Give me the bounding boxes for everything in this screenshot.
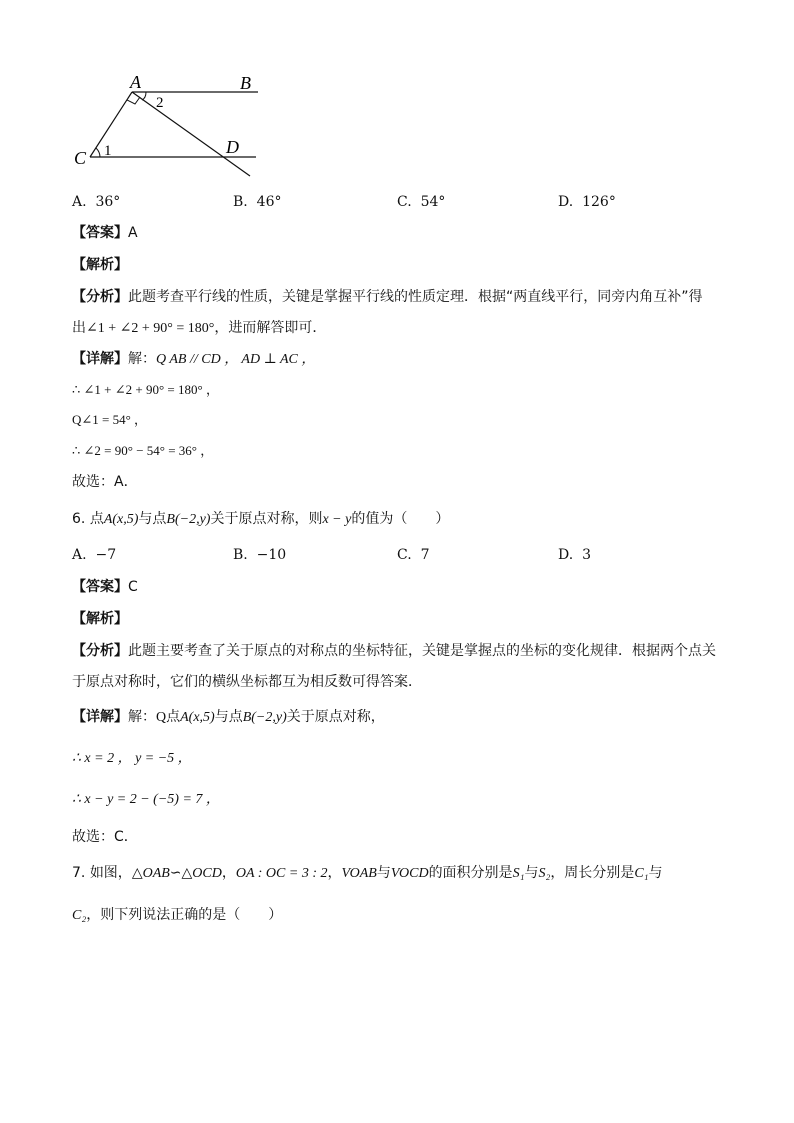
stem-math: C₁: [634, 866, 649, 881]
right-angle-mark: [127, 97, 140, 104]
xiangjie-label: 【详解】: [72, 351, 128, 367]
fenxi-text: 此题考查平行线的性质，关键是掌握平行线的性质定理．根据“两直线平行，同旁内角互补”得: [128, 289, 703, 305]
stem-text: 如图，: [89, 865, 132, 881]
q7-stem-line1: [72, 863, 663, 884]
q6-option-d: [558, 545, 591, 565]
q5-step2: Q∠1 = 54° ，: [72, 412, 148, 427]
xiangjie-math: Q: [156, 710, 167, 725]
stem-math: x − y: [322, 512, 352, 527]
xiangjie-text: 点: [166, 709, 181, 725]
q5-xiangjie-line1: [72, 349, 315, 370]
q5-step1: ∴ ∠1 + ∠2 + 90° = 180° ，: [72, 382, 219, 397]
stem-math: S₂: [538, 866, 551, 881]
stem-text: 与点: [138, 511, 167, 527]
stem-math: A(x,5): [103, 512, 139, 527]
q6-fenxi-line2: 于原点对称时，它们的横纵坐标都互为相反数可得答案．: [72, 674, 422, 690]
label-b: B: [240, 73, 251, 93]
q5-answer: [72, 223, 138, 243]
q6-option-b: [233, 545, 286, 565]
q6-option-c: [397, 545, 430, 565]
xiangjie-text: 关于原点对称，: [286, 709, 385, 725]
stem-text: 与: [524, 865, 539, 881]
q6-answer: [72, 577, 138, 597]
label-d: D: [226, 137, 239, 157]
option-letter: A.: [72, 547, 87, 563]
q5-choose: 故选：A．: [72, 474, 138, 490]
angle1-arc: [96, 148, 100, 157]
option-text: 7: [420, 547, 430, 563]
q5-fenxi-line1: [72, 287, 703, 307]
label-angle1: 1: [104, 143, 112, 159]
q5-option-a: [72, 192, 120, 212]
stem-math: C₂: [72, 908, 87, 923]
option-letter: D.: [558, 547, 574, 563]
q5-option-b: [233, 192, 281, 212]
q5-jiexi-label: 【解析】: [72, 257, 128, 273]
q7-stem-line2: [72, 905, 282, 926]
stem-text: 关于原点对称，则: [210, 511, 323, 527]
option-letter: D.: [558, 194, 574, 210]
label-a: A: [130, 72, 141, 92]
answer-label: 【答案】: [72, 225, 128, 241]
q5-option-d: [558, 192, 616, 212]
answer-label: 【答案】: [72, 579, 128, 595]
q6-step1: ∴ x = 2 ， y = −5 ，: [72, 751, 192, 766]
answer-value: A: [128, 225, 138, 241]
option-letter: A.: [72, 194, 87, 210]
q6-fenxi-line1: [72, 641, 716, 661]
option-text: 36°: [95, 194, 121, 210]
option-letter: B.: [233, 547, 248, 563]
q6-step2: ∴ x − y = 2 − (−5) = 7 ，: [72, 792, 220, 807]
xiangjie-text: 与点: [214, 709, 243, 725]
stem-text: 与: [376, 865, 391, 881]
xiangjie-math: Q AB // CD ， AD ⊥ AC ，: [156, 352, 316, 367]
q6-option-a: [72, 545, 116, 565]
stem-text: 的值为（ ）: [351, 511, 450, 527]
q6-jiexi-label: 【解析】: [72, 611, 128, 627]
q5-fenxi-line2: [72, 318, 326, 339]
xiangjie-math: A(x,5): [180, 710, 215, 725]
q5-option-c: [397, 192, 445, 212]
stem-text: ，: [221, 865, 236, 881]
label-c: C: [74, 148, 87, 168]
option-letter: B.: [233, 194, 248, 210]
q6-choose: 故选：C．: [72, 829, 138, 845]
fenxi-math: ∠1 + ∠2 + 90° = 180°: [86, 321, 215, 336]
line-ad: [132, 92, 250, 176]
fenxi-label: 【分析】: [72, 289, 128, 305]
option-text: −10: [256, 547, 287, 563]
q5-step3: ∴ ∠2 = 90° − 54° = 36° ，: [72, 443, 214, 458]
stem-math: VOCD: [390, 866, 429, 881]
stem-text: ，则下列说法正确的是（ ）: [86, 907, 283, 923]
option-text: 3: [582, 547, 592, 563]
geometry-figure: [70, 72, 270, 182]
fenxi-text: ，进而解答即可．: [214, 320, 327, 336]
stem-math: VOAB: [341, 866, 377, 881]
q6-xiangjie-line1: [72, 707, 385, 728]
stem-text: 点: [89, 511, 104, 527]
option-text: 46°: [256, 194, 282, 210]
option-letter: C.: [397, 547, 412, 563]
stem-math: S₁: [512, 866, 525, 881]
xiangjie-text: 解：: [128, 351, 156, 367]
stem-math: B(−2,y): [166, 512, 211, 527]
fenxi-label: 【分析】: [72, 643, 128, 659]
xiangjie-math: B(−2,y): [242, 710, 287, 725]
answer-value: C: [128, 579, 138, 595]
option-letter: C.: [397, 194, 412, 210]
xiangjie-label: 【详解】: [72, 709, 128, 725]
angle2-arc: [142, 92, 146, 100]
question-number: 7.: [72, 865, 86, 881]
fenxi-text: 此题主要考查了关于原点的对称点的坐标特征，关键是掌握点的坐标的变化规律．根据两个点关: [128, 643, 716, 659]
q6-stem: [72, 509, 449, 530]
stem-text: 的面积分别是: [428, 865, 513, 881]
option-text: −7: [95, 547, 117, 563]
fenxi-text: 出: [72, 320, 86, 336]
xiangjie-text: 解：: [128, 709, 156, 725]
stem-text: 与: [648, 865, 663, 881]
option-text: 54°: [420, 194, 446, 210]
stem-text: ，周长分别是: [550, 865, 635, 881]
stem-math: △OAB∽△OCD: [131, 866, 222, 881]
label-angle2: 2: [156, 95, 164, 111]
question-number: 6.: [72, 511, 86, 527]
stem-text: ，: [327, 865, 342, 881]
stem-math: OA : OC = 3 : 2: [235, 866, 328, 881]
option-text: 126°: [582, 194, 616, 210]
